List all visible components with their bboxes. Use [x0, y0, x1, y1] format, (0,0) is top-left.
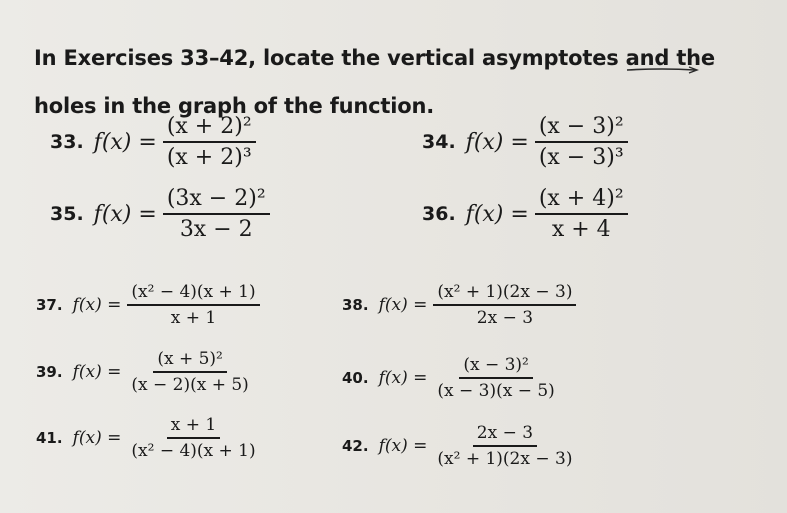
numerator: (x² − 4)(x + 1): [127, 282, 259, 306]
exercise-41: [36, 415, 260, 461]
denominator: (x − 3)(x − 5): [437, 381, 555, 401]
function-lhs: f(x) =: [378, 436, 428, 456]
function-lhs: f(x) =: [378, 295, 428, 315]
denominator: (x − 3)³: [538, 145, 624, 170]
numerator: (x − 3)²: [535, 114, 628, 143]
exercise-34: [422, 114, 628, 170]
handwritten-underline-mark: [625, 66, 701, 74]
exercise-36: [422, 186, 628, 242]
numerator: (x − 3)²: [459, 355, 533, 379]
exercise-number: 34.: [422, 131, 456, 153]
exercise-number: 40.: [342, 369, 369, 387]
exercise-number: 42.: [342, 437, 369, 455]
fraction: [127, 282, 259, 328]
function-lhs: f(x) =: [465, 201, 529, 227]
denominator: x + 4: [551, 217, 611, 242]
exercise-number: 35.: [50, 203, 84, 225]
exercise-number: 41.: [36, 429, 63, 447]
numerator: (x² + 1)(2x − 3): [433, 282, 576, 306]
denominator: 2x − 3: [476, 308, 534, 328]
exercise-38: [342, 282, 576, 328]
function-lhs: f(x) =: [93, 201, 157, 227]
exercise-number: 38.: [342, 296, 369, 314]
fraction: [163, 186, 270, 242]
function-lhs: f(x) =: [72, 362, 122, 382]
numerator: (x + 4)²: [535, 186, 628, 215]
numerator: (x + 2)²: [163, 114, 256, 143]
denominator: (x + 2)³: [166, 145, 252, 170]
denominator: (x² + 1)(2x − 3): [437, 449, 573, 469]
fraction: [163, 114, 256, 170]
function-lhs: f(x) =: [378, 368, 428, 388]
instructions-text: In Exercises 33–42, locate the vertical asymptotes and the holes in the graph of the function.: [34, 46, 715, 118]
fraction: [433, 282, 576, 328]
exercise-number: 37.: [36, 296, 63, 314]
exercise-number: 36.: [422, 203, 456, 225]
denominator: 3x − 2: [179, 217, 253, 242]
fraction: [433, 355, 558, 401]
exercise-number: 39.: [36, 363, 63, 381]
function-lhs: f(x) =: [72, 428, 122, 448]
fraction: [535, 186, 628, 242]
exercise-33: [50, 114, 256, 170]
fraction: [127, 415, 259, 461]
function-lhs: f(x) =: [465, 129, 529, 155]
fraction: [535, 114, 628, 170]
numerator: (3x − 2)²: [163, 186, 270, 215]
numerator: 2x − 3: [473, 423, 537, 447]
exercise-42: [342, 423, 576, 469]
numerator: (x + 5)²: [153, 349, 227, 373]
function-lhs: f(x) =: [93, 129, 157, 155]
denominator: (x² − 4)(x + 1): [131, 441, 256, 461]
fraction: [433, 423, 576, 469]
denominator: x + 1: [170, 308, 217, 328]
exercise-39: [36, 349, 253, 395]
fraction: [127, 349, 252, 395]
function-lhs: f(x) =: [72, 295, 122, 315]
denominator: (x − 2)(x + 5): [131, 375, 249, 395]
exercise-35: [50, 186, 270, 242]
exercise-37: [36, 282, 260, 328]
exercise-number: 33.: [50, 131, 84, 153]
numerator: x + 1: [167, 415, 220, 439]
exercise-40: [342, 355, 559, 401]
